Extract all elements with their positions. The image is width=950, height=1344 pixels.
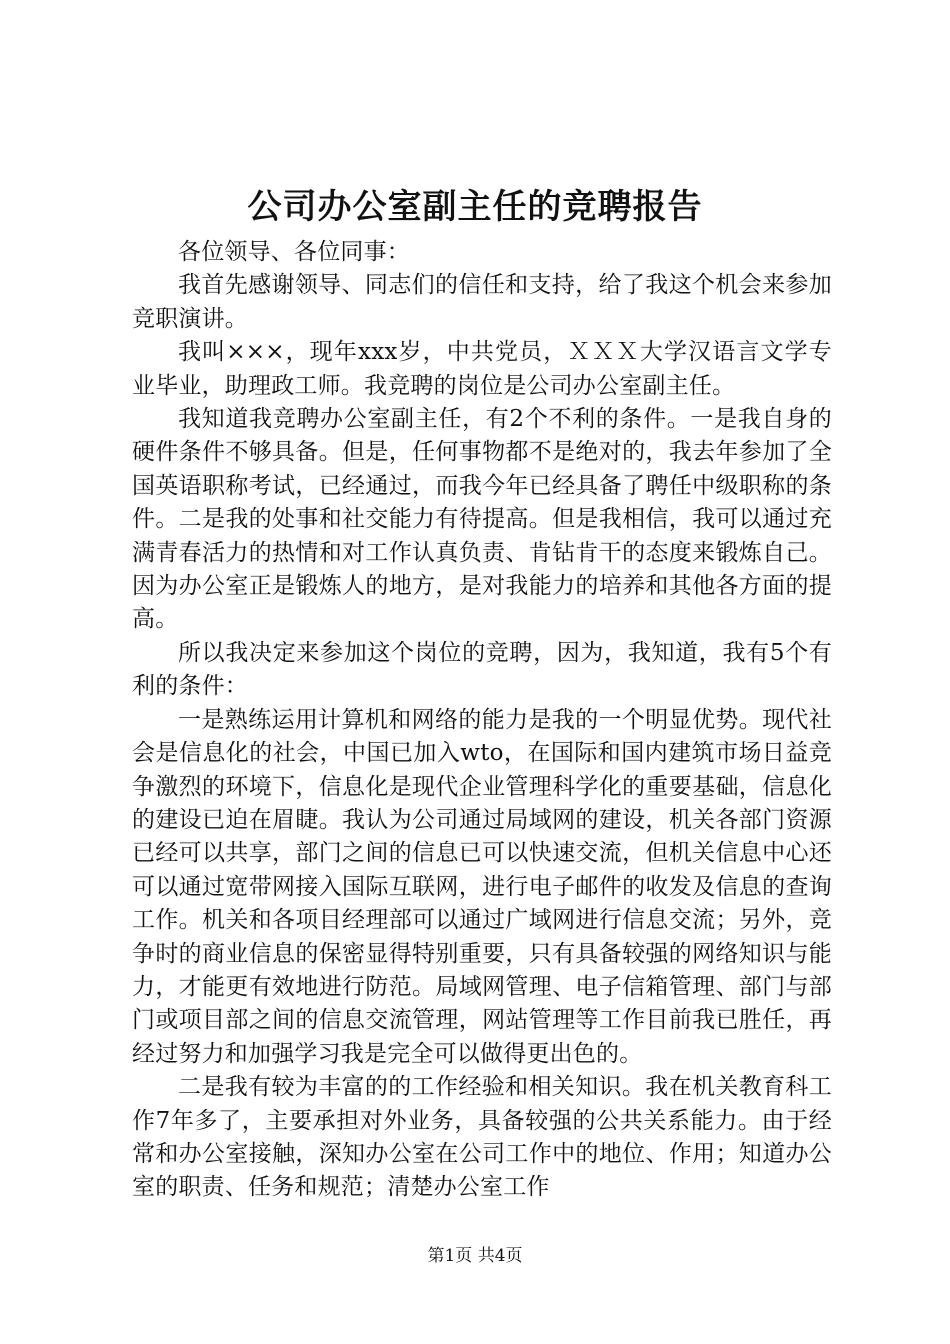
paragraph-decision: 所以我决定来参加这个岗位的竞聘，因为，我知道，我有5个有利的条件： — [132, 639, 832, 700]
paragraph-thanks: 我首先感谢领导、同志们的信任和支持，给了我这个机会来参加竞职演讲。 — [132, 272, 832, 332]
paragraph-self-introduction: 我叫×××，现年xxx岁，中共党员，ＸＸＸ大学汉语言文学专业毕业，助理政工师。我竞聘的岗位是公司办公室副主任。 — [132, 339, 832, 399]
paragraph-advantage-two: 二是我有较为丰富的的工作经验和相关知识。我在机关教育科工作7年多了，主要承担对外业务，具备较强的公共关系能力。由于经常和办公室接触，深知办公室在公司工作中的地位、作用；知道办公室的职责、任务和规范；清楚办公室工作 — [132, 1074, 832, 1201]
paragraph-advantage-one: 一是熟练运用计算机和网络的能力是我的一个明显优势。现代社会是信息化的社会，中国已加入wto，在国际和国内建筑市场日益竞争激烈的环境下，信息化是现代企业管理科学化的重要基础，信息化的建设已迫在眉睫。我认为公司通过局域网的建设，机关各部门资源已经可以共享，部门之间的信息已可以快速交流，但机关信息中心还可以通过宽带网接入国际互联网，进行电子邮件的收发及信息的查询工作。机关和各项目经理部可以通过广域网进行信息交流；另外，竞争时的商业信息的保密显得特别重要，只有具备较强的网络知识与能力，才能更有效地进行防范。局域网管理、电子信箱管理、部门与部门或项目部之间的信息交流管理，网站管理等工作目前我已胜任，再经过努力和加强学习我是完全可以做得更出色的。 — [132, 706, 832, 1067]
paragraph-disadvantages: 我知道我竞聘办公室副主任，有2个不利的条件。一是我自身的硬件条件不够具备。但是，任何事物都不是绝对的，我去年参加了全国英语职称考试，已经通过，而我今年已经具备了聘任中级职称的条件。二是我的处事和社交能力有待提高。但是我相信，我可以通过充满青春活力的热情和对工作认真负责、肯钻肯干的态度来锻炼自己。因为办公室正是锻炼人的地方，是对我能力的培养和其他各方面的提高。 — [132, 406, 832, 633]
document-body — [132, 236, 832, 1205]
paragraph-greeting: 各位领导、各位同事： — [178, 239, 410, 265]
document-title: 公司办公室副主任的竞聘报告 — [247, 187, 703, 227]
page-number-footer: 第1页 共4页 — [427, 1246, 523, 1266]
